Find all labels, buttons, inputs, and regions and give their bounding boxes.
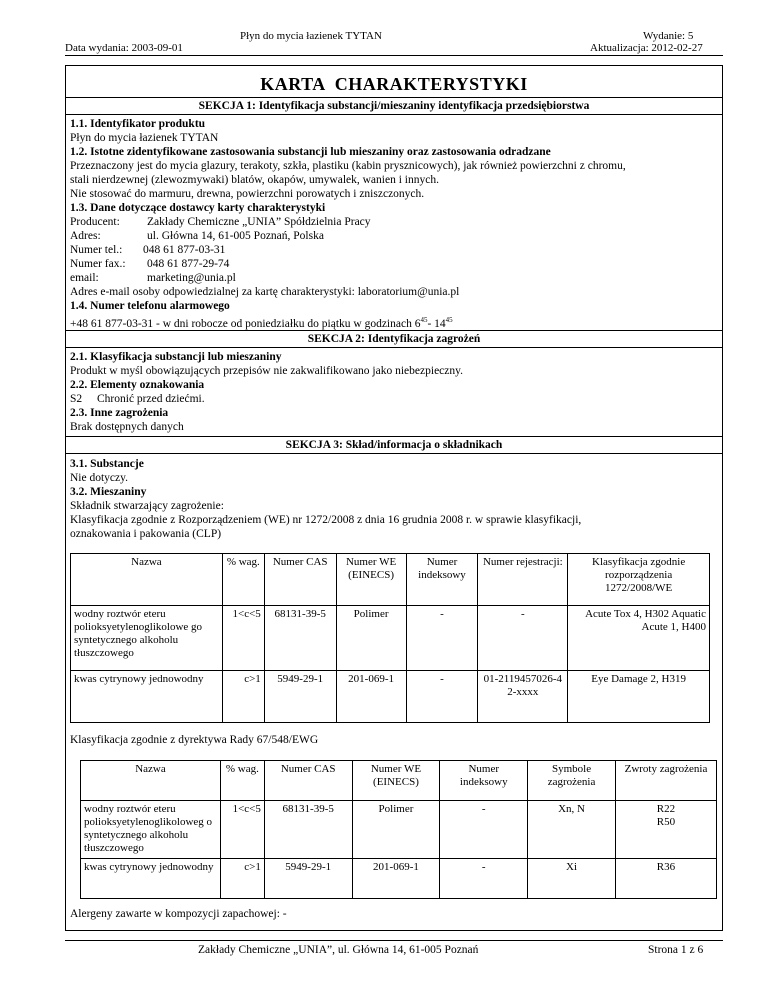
table-row: [81, 801, 717, 859]
cell: c>1: [220, 859, 264, 899]
cell: Polimer: [352, 801, 440, 859]
cell: 01-2119457026-42-xxxx: [478, 671, 568, 723]
col-classification: Klasyfikacja zgodnie rozporządzenia 1272/2008/WE: [568, 554, 710, 606]
tel-label: Numer tel.:: [70, 244, 123, 256]
page-title: KARTA CHARAKTERYSTYKI: [260, 74, 528, 94]
cell: -: [440, 801, 528, 859]
email-label: email:: [70, 272, 99, 284]
col-cas: Numer CAS: [264, 761, 352, 801]
s3-allergens: Alergeny zawarte w kompozycji zapachowej: -: [70, 908, 287, 920]
cell: 68131-39-5: [264, 606, 336, 671]
cell: Xn, N: [528, 801, 616, 859]
responsible-email: Adres e-mail osoby odpowiedzialnej za kartę charakterystyki: laboratorium@unia.pl: [70, 286, 460, 298]
s1-h13: 1.3. Dane dotyczące dostawcy karty charakterystyki: [70, 202, 326, 214]
divider: [65, 347, 723, 348]
email-value: marketing@unia.pl: [147, 272, 236, 284]
divider: [65, 97, 723, 98]
s3-clp2: oznakowania i pakowania (CLP): [70, 528, 222, 540]
header-update: Aktualizacja: 2012-02-27: [590, 42, 703, 54]
table-header-row: [71, 554, 710, 606]
address-label: Adres:: [70, 230, 101, 242]
divider: [65, 453, 723, 454]
s1-product-name: Płyn do mycia łazienek TYTAN: [70, 132, 219, 144]
emergency-phone: [70, 313, 453, 331]
tel-value: 048 61 877-03-31: [143, 244, 226, 256]
emergency-text: +48 61 877-03-31 - w dni robocze od poniedziałku do piątku w godzinach 6: [70, 317, 421, 330]
emergency-sup1: 45: [420, 316, 428, 324]
s2-other: Brak dostępnych danych: [70, 421, 184, 433]
s2-text: Chronić przed dziećmi.: [97, 393, 205, 405]
producer-label: Producent:: [70, 216, 120, 228]
s1-use1: Przeznaczony jest do mycia glazury, terakoty, szkła, plastiku (kabin prysznicowych), jak również powierzchni z chromu,: [70, 160, 626, 172]
s3-not-applicable: Nie dotyczy.: [70, 472, 129, 484]
table-header-row: [81, 761, 717, 801]
s1-use3: Nie stosować do marmuru, drewna, powierzchni porowatych i zniszczonych.: [70, 188, 425, 200]
divider: [65, 436, 723, 437]
divider: [65, 330, 723, 331]
cell: Xi: [528, 859, 616, 899]
s1-h14: 1.4. Numer telefonu alarmowego: [70, 300, 230, 312]
cell: Acute Tox 4, H302 Aquatic Acute 1, H400: [568, 606, 710, 671]
cell: Eye Damage 2, H319: [568, 671, 710, 723]
col-cas: Numer CAS: [264, 554, 336, 606]
cell: kwas cytrynowy jednowodny: [81, 859, 221, 899]
cell: R22 R50: [615, 801, 716, 859]
fax-value: 048 61 877-29-74: [147, 258, 230, 270]
s2-h22: 2.2. Elementy oznakowania: [70, 379, 205, 391]
footer-rule: [65, 940, 723, 941]
cell: -: [406, 671, 478, 723]
col-nazwa: Nazwa: [81, 761, 221, 801]
cell: 5949-29-1: [264, 671, 336, 723]
header-issue-date: Data wydania: 2003-09-01: [65, 42, 183, 54]
col-phrases: Zwroty zagrożenia: [615, 761, 716, 801]
table-row: [71, 606, 710, 671]
col-reg: Numer rejestracji:: [478, 554, 568, 606]
section2-heading: SEKCJA 2: Identyfikacja zagrożeń: [307, 333, 481, 345]
cell: -: [440, 859, 528, 899]
producer-value: Zakłady Chemiczne „UNIA” Spółdzielnia Pracy: [147, 216, 371, 228]
cell: 5949-29-1: [264, 859, 352, 899]
fax-label: Numer fax.:: [70, 258, 126, 270]
s1-h12: 1.2. Istotne zidentyfikowane zastosowania substancji lub mieszaniny oraz zastosowania odradzane: [70, 146, 551, 158]
s3-clp1: Klasyfikacja zgodnie z Rozporządzeniem (WE) nr 1272/2008 z dnia 16 grudnia 2008 r. w sprawie klasyfikacji,: [70, 514, 582, 526]
col-index: Numer indeksowy: [406, 554, 478, 606]
col-symbols: Symbole zagrożenia: [528, 761, 616, 801]
col-we: Numer WE (EINECS): [336, 554, 406, 606]
dsd-table: [80, 760, 717, 899]
divider: [65, 114, 723, 115]
section1-heading: SEKCJA 1: Identyfikacja substancji/mieszaniny identyfikacja przedsiębiorstwa: [198, 100, 590, 112]
section3-heading: SEKCJA 3: Skład/informacja o składnikach: [285, 439, 503, 451]
footer-page: Strona 1 z 6: [648, 944, 704, 956]
cell: 68131-39-5: [264, 801, 352, 859]
header-edition: Wydanie: 5: [643, 30, 694, 42]
col-we: Numer WE (EINECS): [352, 761, 440, 801]
table-row: [71, 671, 710, 723]
col-nazwa: Nazwa: [71, 554, 223, 606]
s3-hazard-component: Składnik stwarzający zagrożenie:: [70, 500, 224, 512]
s3-h31: 3.1. Substancje: [70, 458, 144, 470]
cell: c>1: [222, 671, 264, 723]
cell: wodny roztwór eteru polioksyetylenoglikoloweg o syntetycznego alkoholu tłuszczowego: [81, 801, 221, 859]
s3-h32: 3.2. Mieszaniny: [70, 486, 147, 498]
s1-h11: 1.1. Identyfikator produktu: [70, 118, 206, 130]
address-value: ul. Główna 14, 61-005 Poznań, Polska: [147, 230, 324, 242]
cell: 1<c<5: [222, 606, 264, 671]
s2-code: S2: [70, 393, 83, 405]
cell: 1<c<5: [220, 801, 264, 859]
emergency-mid: - 14: [427, 317, 446, 330]
header-product: Płyn do mycia łazienek TYTAN: [240, 30, 382, 42]
emergency-sup2: 45: [445, 316, 453, 324]
header-rule: [65, 55, 723, 56]
cell: kwas cytrynowy jednowodny: [71, 671, 223, 723]
cell: 201-069-1: [352, 859, 440, 899]
cell: R36: [615, 859, 716, 899]
col-index: Numer indeksowy: [440, 761, 528, 801]
cell: -: [478, 606, 568, 671]
s2-h23: 2.3. Inne zagrożenia: [70, 407, 169, 419]
cell: Polimer: [336, 606, 406, 671]
s2-h21: 2.1. Klasyfikacja substancji lub mieszaniny: [70, 351, 282, 363]
table-row: [81, 859, 717, 899]
s2-classification: Produkt w myśl obowiązujących przepisów nie zakwalifikowano jako niebezpieczny.: [70, 365, 464, 377]
s1-use2: stali nierdzewnej (zlewozmywaki) blatów, okapów, umywalek, wanien i innych.: [70, 174, 439, 186]
cell: -: [406, 606, 478, 671]
col-wag: % wag.: [220, 761, 264, 801]
footer-company: Zakłady Chemiczne „UNIA”, ul. Główna 14, 61-005 Poznań: [198, 944, 479, 956]
cell: wodny roztwór eteru polioksyetylenoglikolowe go syntetycznego alkoholu tłuszczowego: [71, 606, 223, 671]
clp-table: [70, 553, 710, 723]
s3-dsd: Klasyfikacja zgodnie z dyrektywa Rady 67/548/EWG: [70, 734, 319, 746]
cell: 201-069-1: [336, 671, 406, 723]
col-wag: % wag.: [222, 554, 264, 606]
